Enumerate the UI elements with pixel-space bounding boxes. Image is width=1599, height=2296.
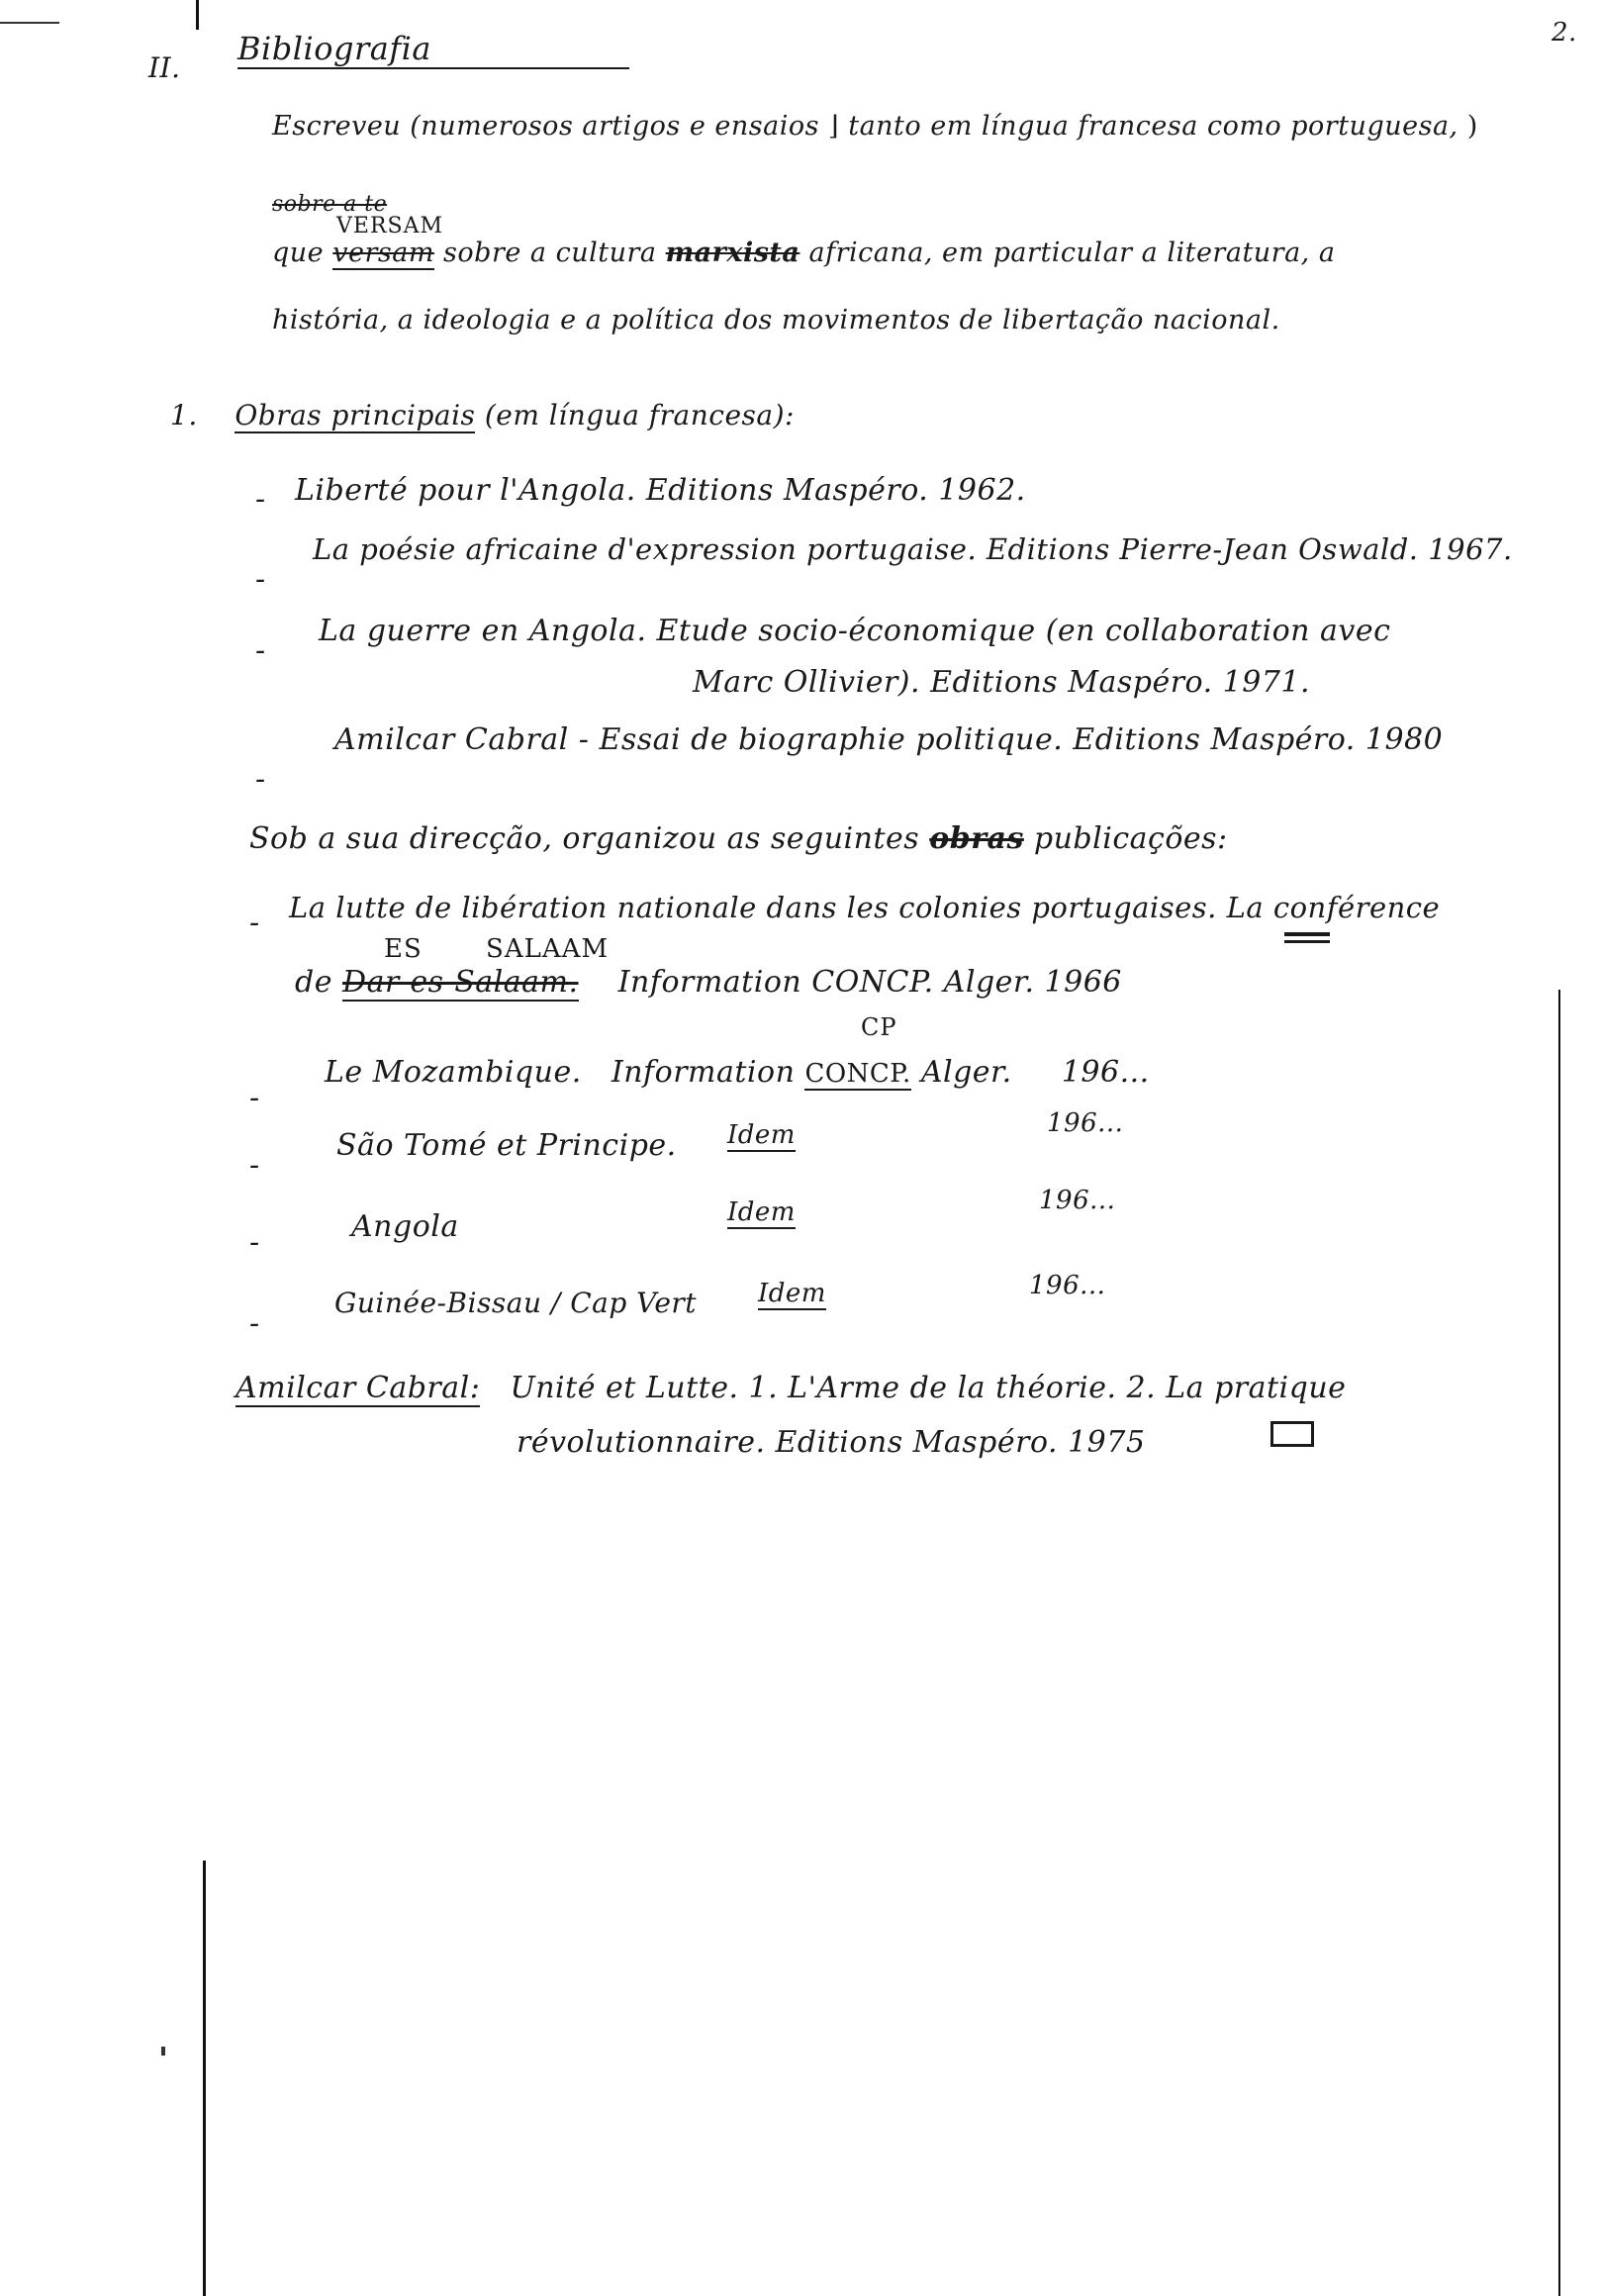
- sub-item-1-city: Alger.: [920, 1055, 1012, 1090]
- direction-item1-place: Dar-es-Salaam.: [342, 965, 579, 1000]
- sub-item-3-title: Angola: [351, 1209, 459, 1244]
- intro-versam: versam: [332, 238, 434, 268]
- sub-item-1: [325, 1055, 1150, 1090]
- sub-item-2-title: São Tomé et Principe.: [336, 1128, 677, 1163]
- sub-item-4-dash: -: [249, 1306, 260, 1341]
- sub-item-3-pub: Idem: [727, 1197, 796, 1227]
- sub-item-4-pub: Idem: [758, 1279, 826, 1308]
- intro-close-bracket: ): [1466, 111, 1478, 142]
- sub-item-1-dash: -: [249, 1081, 260, 1115]
- sub-item-2-year: 196...: [1047, 1108, 1124, 1138]
- intro-bracket: ⌋: [828, 111, 840, 142]
- sub-item-4-title: Guinée-Bissau / Cap Vert: [334, 1287, 698, 1319]
- direction-item1-line2: [295, 965, 1122, 1000]
- cabral-line1-text: Unité et Lutte. 1. L'Arme de la théorie. 2. La pratique: [510, 1371, 1347, 1405]
- cabral-strike-blot: [1270, 1421, 1314, 1447]
- right-margin-rule: [1558, 990, 1560, 2296]
- cabral-line1: [235, 1371, 1346, 1405]
- scan-edge-mark: [0, 22, 59, 24]
- intro-insertion: VERSAM: [336, 214, 443, 239]
- section-title: Bibliografia: [237, 30, 629, 69]
- intro-line2: [272, 238, 1335, 268]
- intro-line2b: africana, em particular a literatura, a: [808, 238, 1336, 268]
- sub-item-1-year: 196...: [1061, 1055, 1150, 1090]
- scan-dot: [161, 2047, 165, 2056]
- work-2-text: La poésie africaine d'expression portugaise. Editions Pierre-Jean Oswald. 1967.: [313, 532, 1513, 566]
- work-3-continuation: Marc Ollivier). Editions Maspéro. 1971.: [693, 665, 1311, 700]
- direction-item1-insertion: ES SALAAM: [384, 934, 610, 964]
- sub-item-3-year: 196...: [1039, 1186, 1116, 1215]
- work-3-text: La guerre en Angola. Etude socio-économique (en collaboration avec: [319, 614, 1391, 648]
- direction-intro-b: publicações:: [1033, 821, 1228, 856]
- works-heading-rest: (em língua francesa):: [484, 399, 795, 431]
- intro-line1a: Escreveu (numerosos artigos e ensaios: [272, 111, 819, 142]
- direction-item1-strike-blot: [1284, 932, 1330, 936]
- sub-item-1-concp: CONCP.: [804, 1059, 911, 1089]
- sub-item-3-dash: -: [249, 1225, 260, 1260]
- sub-item-1-pub: Information: [611, 1055, 796, 1090]
- works-heading-number: 1.: [170, 399, 198, 431]
- works-heading-label: Obras principais: [235, 399, 476, 431]
- work-3-dash: -: [255, 633, 266, 668]
- sub-item-2-dash: -: [249, 1148, 260, 1183]
- direction-item1-b: Information CONCP. Alger. 1966: [617, 965, 1122, 1000]
- intro-line1: [272, 111, 1478, 142]
- work-1-text: Liberté pour l'Angola. Editions Maspéro. 1962.: [295, 473, 1026, 508]
- cabral-line2: révolutionnaire. Editions Maspéro. 1975: [517, 1425, 1146, 1460]
- direction-item1-a: La lutte de libération nationale dans les colonies portugaises. La conférence: [289, 891, 1441, 924]
- intro-struck-text: sobre a te: [272, 192, 388, 217]
- work-2-dash: -: [255, 562, 266, 597]
- section-numeral: II.: [148, 51, 181, 84]
- intro-line1b: tanto em língua francesa como portuguesa,: [848, 111, 1458, 142]
- sub-item-2-pub: Idem: [727, 1120, 796, 1150]
- sub-item-1-insertion: CP: [861, 1013, 897, 1041]
- direction-intro: [249, 821, 1228, 856]
- left-margin-rule: [203, 1861, 206, 2296]
- cabral-label: Amilcar Cabral:: [235, 1371, 481, 1405]
- intro-line3: história, a ideologia e a política dos movimentos de libertação nacional.: [272, 305, 1280, 335]
- intro-que: que: [272, 238, 325, 268]
- work-4-dash: -: [255, 762, 266, 797]
- work-1-dash: -: [255, 482, 266, 517]
- sub-item-1-title: Le Mozambique.: [325, 1055, 582, 1090]
- direction-item1-dash: -: [249, 906, 260, 940]
- direction-item1-strike-blot-2: [1284, 940, 1330, 943]
- intro-line2a: sobre a cultura: [443, 238, 657, 268]
- work-4-text: Amilcar Cabral - Essai de biographie politique. Editions Maspéro. 1980: [334, 722, 1444, 757]
- sub-item-4-year: 196...: [1029, 1271, 1106, 1300]
- intro-line2-struck: marxista: [665, 238, 800, 268]
- left-margin-rule-top: [196, 0, 199, 30]
- direction-item1-de: de: [295, 965, 332, 1000]
- works-heading: [170, 399, 795, 431]
- direction-intro-a: Sob a sua direcção, organizou as seguintes: [249, 821, 920, 856]
- page-number: 2.: [1552, 18, 1577, 48]
- direction-intro-struck: obras: [929, 821, 1024, 856]
